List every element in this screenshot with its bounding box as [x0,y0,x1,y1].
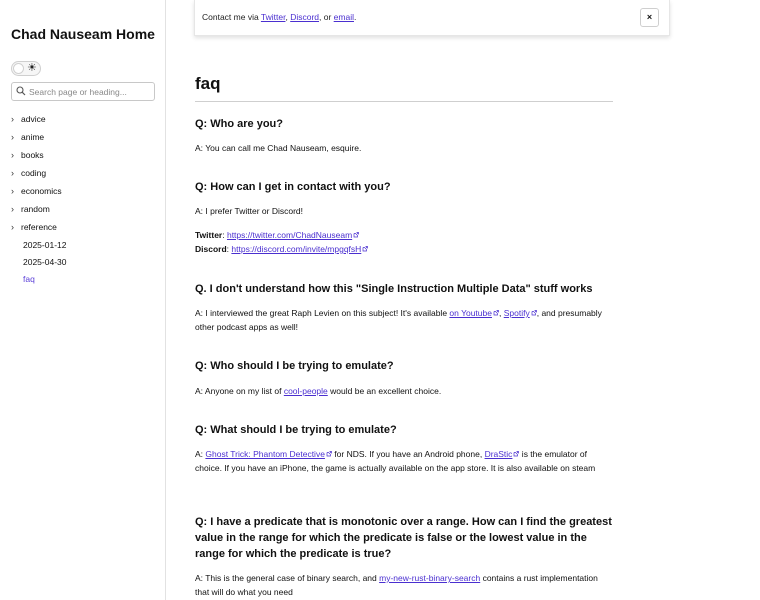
question-heading: Q: I have a predicate that is monotonic over a range. How can I find the greatest value in the range for which the predicate is false or the lowest value in the range for which the predicate is true? [195,516,612,560]
answer-text: A: I prefer Twitter or Discord! [195,206,304,216]
discord-contact: Discord: https://discord.com/invite/mpgqfsH [195,242,613,256]
chevron-right-icon: › [11,186,14,196]
answer-text: A: You can call me Chad Nauseam, esquire. [195,143,362,153]
sidebar-item-anime[interactable]: › anime [11,132,45,142]
external-link-icon [353,232,359,238]
twitter-link[interactable]: Twitter [260,12,286,22]
question-heading: Q. I don't understand how this "Single Instruction Multiple Data" stuff works [195,283,593,295]
chevron-right-icon: › [11,204,14,214]
question-heading: Q: Who should I be trying to emulate? [195,360,394,372]
discord-url-link[interactable]: https://discord.com/invite/mpgqfsH [231,244,362,254]
sun-icon: ☀ [27,62,37,74]
search-icon [16,86,26,96]
sidebar-nav [11,110,161,287]
email-link[interactable]: email [333,12,354,22]
sidebar-item-economics[interactable]: › economics [11,186,62,196]
spotify-link[interactable]: Spotify [503,308,530,318]
chevron-right-icon: › [11,168,14,178]
drastic-link[interactable]: DraStic [484,449,513,459]
question-heading: Q: How can I get in contact with you? [195,181,391,193]
answer-text: A: Ghost Trick: Phantom Detective for NDS. If you have an Android phone, DraStic is the emulator of choice. If you have an iPhone, the game is actually available on the app store. It is also available on steam [195,449,596,473]
youtube-link[interactable]: on Youtube [449,308,492,318]
chevron-right-icon: › [11,114,14,124]
chevron-right-icon: › [11,222,14,232]
cool-people-link[interactable]: cool-people [283,386,328,396]
theme-toggle[interactable] [11,61,41,76]
discord-link[interactable]: Discord [290,12,320,22]
sidebar-subitem-2025-01-12[interactable]: 2025-01-12 [23,239,67,250]
sidebar-item-random[interactable]: › random [11,204,50,214]
external-link-icon [362,246,368,252]
page-title: faq [195,74,613,102]
chevron-right-icon: › [11,132,14,142]
twitter-contact: Twitter: https://twitter.com/ChadNauseam [195,228,613,242]
binary-search-link[interactable]: my-new-rust-binary-search [379,573,481,583]
chevron-right-icon: › [11,150,14,160]
question-heading: Q: Who are you? [195,118,283,130]
answer-text: A: I interviewed the great Raph Levien on this subject! It's available on Youtube , Spotify , and presumably other podcast apps as well! [195,308,602,332]
banner-text: Contact me via Twitter, Discord, or email. [202,12,357,22]
sidebar-item-reference[interactable]: › reference [11,222,57,232]
sidebar-item-books[interactable]: › books [11,150,44,160]
contact-banner [194,0,670,36]
search-box[interactable] [11,82,155,101]
answer-text: A: This is the general case of binary search, and my-new-rust-binary-search contains a rust implementation that will do what you need [195,573,598,597]
ghost-trick-link[interactable]: Ghost Trick: Phantom Detective [205,449,325,459]
toggle-knob [13,63,24,74]
sidebar-item-coding[interactable]: › coding [11,168,47,178]
question-heading: Q: What should I be trying to emulate? [195,424,397,436]
sidebar-subitem-2025-04-30[interactable]: 2025-04-30 [23,256,67,267]
main-content [195,74,613,597]
sidebar [0,0,166,600]
answer-text: A: Anyone on my list of cool-people would be an excellent choice. [195,386,442,396]
sidebar-subitem-faq[interactable]: faq [23,273,35,284]
sidebar-item-advice[interactable]: › advice [11,114,46,124]
close-button[interactable]: × [640,8,659,27]
search-input[interactable] [29,83,153,100]
twitter-url-link[interactable]: https://twitter.com/ChadNauseam [226,230,353,240]
site-title[interactable]: Chad Nauseam Home [11,26,155,42]
